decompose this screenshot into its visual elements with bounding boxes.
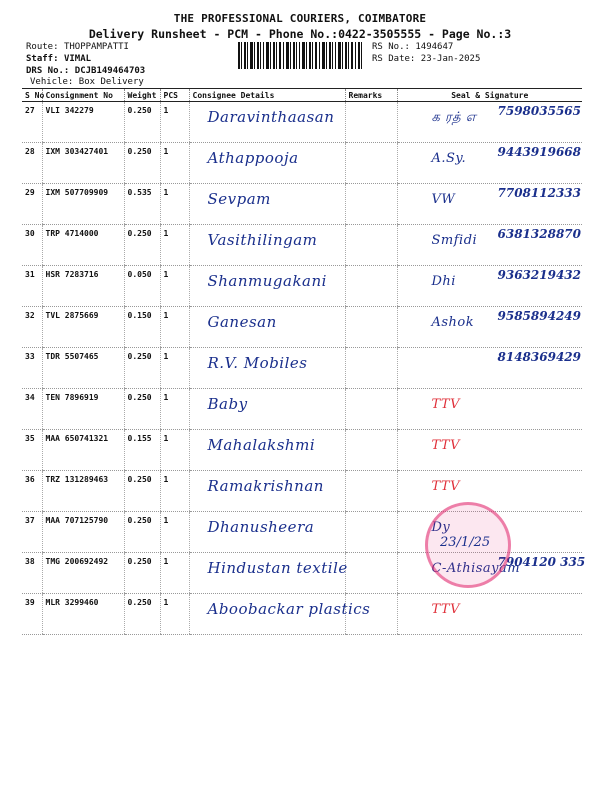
handwritten-signature: Dhi (431, 274, 456, 289)
stamp-date: 23/1/25 (440, 535, 491, 550)
cell-remarks (345, 471, 397, 512)
handwritten-consignee-name: Dhanusheera (207, 518, 315, 536)
cell-pcs: 1 (160, 102, 189, 143)
route-label: Route: (26, 42, 59, 52)
cell-consignment: MLR 3299460 (42, 594, 124, 635)
handwritten-signature: VW (431, 192, 456, 207)
cell-remarks (345, 102, 397, 143)
handwritten-signature: க ரத் எ (431, 110, 477, 125)
cell-consignee (189, 102, 345, 143)
cell-seal-signature (397, 184, 582, 225)
cell-weight: 0.250 (124, 348, 160, 389)
col-header-seal-signature: Seal & Signature (397, 89, 582, 102)
cell-remarks (345, 430, 397, 471)
drs-label: DRS No.: (26, 66, 70, 76)
cell-weight: 0.150 (124, 307, 160, 348)
rs-no-label: RS No.: (372, 42, 410, 52)
handwritten-phone: 9363219432 (497, 268, 581, 282)
handwritten-signature: Ashok (431, 315, 475, 330)
cell-consignment: TEN 7896919 (42, 389, 124, 430)
col-header-sno: S No (22, 89, 42, 102)
table-row (22, 471, 582, 512)
route-line (26, 41, 129, 53)
cell-consignment: IXM 507709909 (42, 184, 124, 225)
cell-weight: 0.250 (124, 143, 160, 184)
drs-barcode (238, 42, 362, 69)
handwritten-consignee-name: R.V. Mobiles (207, 354, 308, 372)
table-row (22, 225, 582, 266)
rs-date-value: 23-Jan-2025 (420, 54, 481, 64)
rs-date-label: RS Date: (372, 54, 416, 64)
handwritten-phone: 7904120 335 (497, 555, 586, 569)
cell-consignee (189, 553, 348, 594)
handwritten-signature: TTV (431, 602, 460, 617)
cell-seal-signature (397, 143, 582, 184)
cell-pcs: 1 (160, 348, 189, 389)
cell-pcs: 1 (160, 512, 189, 553)
handwritten-consignee-name: Daravinthaasan (207, 108, 335, 126)
cell-sno: 35 (22, 430, 42, 471)
cell-consignment: TRP 4714000 (42, 225, 124, 266)
cell-consignee (189, 471, 345, 512)
handwritten-signature: A.Sy. (431, 151, 467, 166)
vehicle-value: Box Delivery (78, 77, 144, 87)
staff-line (26, 53, 91, 65)
cell-pcs: 1 (160, 143, 189, 184)
handwritten-consignee-name: Sevpam (207, 190, 271, 208)
cell-seal-signature (397, 471, 582, 512)
rs-no-line (372, 41, 453, 53)
cell-weight: 0.050 (124, 266, 160, 307)
cell-remarks (345, 184, 397, 225)
handwritten-consignee-name: Ramakrishnan (207, 477, 324, 495)
table-row (22, 184, 582, 225)
handwritten-consignee-name: Shanmugakani (207, 272, 327, 290)
cell-pcs: 1 (160, 184, 189, 225)
handwritten-signature: TTV (431, 479, 460, 494)
cell-consignment: MAA 650741321 (42, 430, 124, 471)
handwritten-phone: 6381328870 (497, 227, 581, 241)
cell-weight: 0.250 (124, 553, 160, 594)
handwritten-consignee-name: Baby (207, 395, 248, 413)
cell-seal-signature (397, 348, 582, 389)
table-row (22, 307, 582, 348)
delivery-stamp (425, 502, 511, 588)
cell-remarks (345, 307, 397, 348)
handwritten-consignee-name: Mahalakshmi (207, 436, 316, 454)
drs-value: DCJB149464703 (74, 66, 146, 76)
vehicle-label: Vehicle: (30, 77, 74, 87)
route-value: THOPPAMPATTI (63, 42, 129, 52)
cell-remarks (345, 553, 397, 594)
handwritten-phone: 7708112333 (497, 186, 581, 200)
cell-consignment: TMG 200692492 (42, 553, 124, 594)
handwritten-signature: Smfidi (431, 233, 478, 248)
cell-consignee (189, 266, 345, 307)
cell-seal-signature (397, 307, 582, 348)
handwritten-signature: TTV (431, 438, 460, 453)
staff-label: Staff: (26, 54, 59, 64)
handwritten-consignee-name: Ganesan (207, 313, 277, 331)
rs-date-line (372, 53, 480, 65)
cell-sno: 34 (22, 389, 42, 430)
cell-weight: 0.250 (124, 594, 160, 635)
table-row (22, 143, 582, 184)
cell-consignment: TVL 2875669 (42, 307, 124, 348)
cell-consignee (189, 184, 345, 225)
cell-sno: 39 (22, 594, 42, 635)
cell-seal-signature (397, 430, 582, 471)
cell-consignee (189, 307, 345, 348)
cell-sno: 28 (22, 143, 42, 184)
cell-sno: 38 (22, 553, 42, 594)
cell-pcs: 1 (160, 553, 189, 594)
handwritten-consignee-name: Hindustan textile (207, 559, 348, 577)
cell-consignee (189, 512, 345, 553)
cell-sno: 31 (22, 266, 42, 307)
table-row (22, 594, 582, 635)
handwritten-consignee-name: Aboobackar plastics (207, 600, 371, 618)
handwritten-phone: 7598035565 (497, 104, 581, 118)
cell-consignment: TRZ 131289463 (42, 471, 124, 512)
handwritten-signature: Dy (431, 520, 451, 535)
cell-remarks (345, 266, 397, 307)
cell-sno: 27 (22, 102, 42, 143)
table-row (22, 102, 582, 143)
cell-weight: 0.155 (124, 430, 160, 471)
cell-consignee (189, 348, 345, 389)
col-header-consignment: Consignment No (42, 89, 124, 102)
handwritten-phone: 9443919668 (497, 145, 581, 159)
cell-consignee (189, 225, 345, 266)
handwritten-consignee-name: Athappooja (207, 149, 299, 167)
cell-pcs: 1 (160, 594, 189, 635)
cell-consignee (189, 389, 345, 430)
cell-consignment: MAA 707125790 (42, 512, 124, 553)
cell-remarks (345, 225, 397, 266)
table-header-row (22, 89, 582, 102)
cell-weight: 0.250 (124, 512, 160, 553)
cell-consignee (189, 430, 345, 471)
cell-weight: 0.250 (124, 471, 160, 512)
cell-seal-signature (397, 389, 582, 430)
cell-consignment: IXM 303427401 (42, 143, 124, 184)
cell-weight: 0.250 (124, 102, 160, 143)
rs-no-value: 1494647 (415, 42, 454, 52)
cell-sno: 33 (22, 348, 42, 389)
col-header-consignee: Consignee Details (189, 89, 345, 102)
cell-seal-signature (397, 102, 582, 143)
cell-sno: 32 (22, 307, 42, 348)
cell-remarks (345, 512, 397, 553)
table-row (22, 348, 582, 389)
cell-weight: 0.535 (124, 184, 160, 225)
runsheet-subtitle: Delivery Runsheet - PCM - Phone No.:0422-3505555 - Page No.:3 (88, 27, 512, 41)
cell-weight: 0.250 (124, 389, 160, 430)
handwritten-consignee-name: Vasithilingam (207, 231, 318, 249)
cell-remarks (345, 389, 397, 430)
cell-sno: 37 (22, 512, 42, 553)
table-row (22, 266, 582, 307)
table-row (22, 430, 582, 471)
cell-pcs: 1 (160, 430, 189, 471)
cell-seal-signature (397, 266, 582, 307)
cell-pcs: 1 (160, 266, 189, 307)
table-row (22, 389, 582, 430)
handwritten-signature: TTV (431, 397, 460, 412)
cell-seal-signature (397, 225, 582, 266)
cell-seal-signature (397, 594, 582, 635)
handwritten-signature: C-Athisayam (431, 561, 521, 576)
staff-value: VIMAL (63, 54, 92, 64)
cell-pcs: 1 (160, 471, 189, 512)
cell-sno: 30 (22, 225, 42, 266)
col-header-weight: Weight (124, 89, 160, 102)
handwritten-phone: 9585894249 (497, 309, 581, 323)
col-header-remarks: Remarks (345, 89, 397, 102)
cell-remarks (345, 143, 397, 184)
cell-consignment: HSR 7283716 (42, 266, 124, 307)
cell-weight: 0.250 (124, 225, 160, 266)
cell-consignment: VLI 342279 (42, 102, 124, 143)
cell-pcs: 1 (160, 307, 189, 348)
cell-consignment: TDR 5507465 (42, 348, 124, 389)
cell-remarks (345, 348, 397, 389)
cell-pcs: 1 (160, 225, 189, 266)
company-title: THE PROFESSIONAL COURIERS, COIMBATORE (173, 12, 427, 25)
col-header-pcs: PCS (160, 89, 189, 102)
cell-consignee (189, 594, 371, 635)
cell-pcs: 1 (160, 389, 189, 430)
vehicle-line (30, 76, 144, 88)
cell-sno: 36 (22, 471, 42, 512)
cell-consignee (189, 143, 345, 184)
cell-sno: 29 (22, 184, 42, 225)
handwritten-phone: 8148369429 (497, 350, 581, 364)
